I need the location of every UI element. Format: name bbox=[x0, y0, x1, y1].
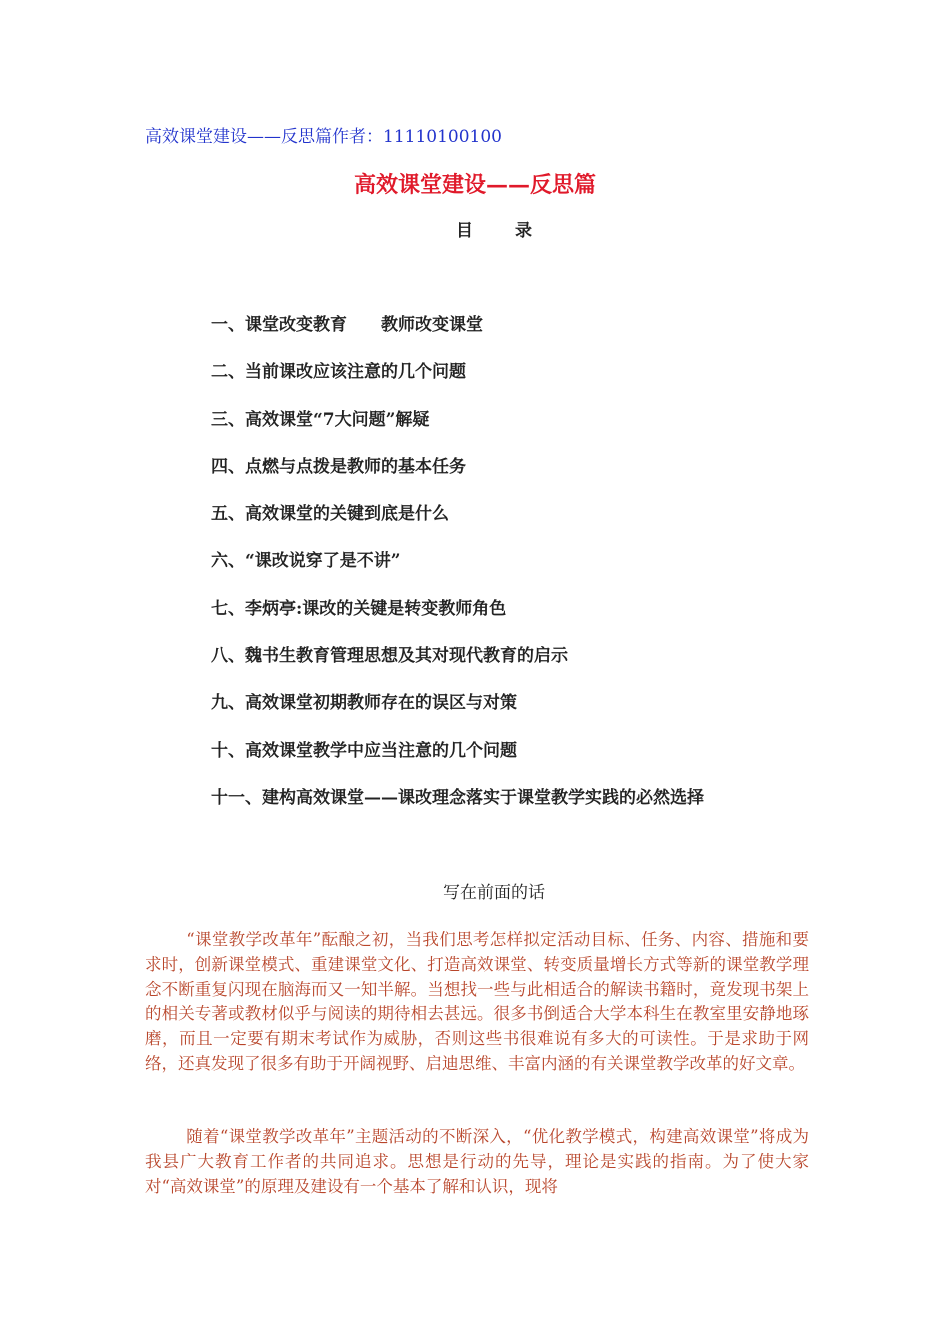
toc-item: 九、高效课堂初期教师存在的误区与对策 bbox=[211, 693, 517, 714]
author-label: 作者：11110100100 bbox=[332, 127, 502, 147]
header-line bbox=[145, 126, 502, 148]
toc-item: 三、高效课堂“7大问题”解疑 bbox=[211, 409, 430, 430]
toc-item: 八、魏书生教育管理思想及其对现代教育的启示 bbox=[211, 646, 568, 667]
toc-heading-left: 目 bbox=[456, 221, 473, 241]
toc-heading-right: 录 bbox=[515, 221, 532, 241]
toc-item: 七、李炳亭:课改的关键是转变教师角色 bbox=[211, 598, 507, 619]
preface-paragraph: “课堂教学改革年”酝酿之初，当我们思考怎样拟定活动目标、任务、内容、措施和要求时，创新课堂模式、重建课堂文化、打造高效课堂、转变质量增长方式等新的课堂教学理念不断重复闪现在脑海而又一知半解。当想找一些与此相适合的解读书籍时，竟发现书架上的相关专著或教材似乎与阅读的期待相去甚远。很多书倒适合大学本科生在教室里安静地琢磨，而且一定要有期末考试作为威胁，否则这些书很难说有多大的可读性。于是求助于网络，还真发现了很多有助于开阔视野、启迪思维、丰富内涵的有关课堂教学改革的好文章。 bbox=[145, 930, 809, 1073]
preface-title: 写在前面的话 bbox=[443, 883, 545, 903]
preface-paragraph: 随着“课堂教学改革年”主题活动的不断深入，“优化教学模式，构建高效课堂”将成为我县广大教育工作者的共同追求。思想是行动的先导，理论是实践的指南。为了使大家对“高效课堂”的原理及建设有一个基本了解和认识，现将 bbox=[145, 1127, 809, 1196]
toc-item: 一、课堂改变教育 教师改变课堂 bbox=[211, 315, 483, 335]
toc-item: 四、点燃与点拨是教师的基本任务 bbox=[211, 456, 466, 477]
toc-item: 十、高效课堂教学中应当注意的几个问题 bbox=[211, 740, 517, 761]
toc-list bbox=[211, 313, 704, 833]
article-title-link[interactable]: 高效课堂建设——反思篇 bbox=[145, 127, 332, 147]
document-title: 高效课堂建设——反思篇 bbox=[353, 172, 596, 198]
toc-item: 五、高效课堂的关键到底是什么 bbox=[211, 504, 449, 525]
toc-item: 六、“课改说穿了是不讲” bbox=[211, 551, 401, 572]
toc-item: 二、当前课改应该注意的几个问题 bbox=[211, 362, 466, 383]
toc-item: 十一、建构高效课堂——课改理念落实于课堂教学实践的必然选择 bbox=[211, 787, 704, 808]
toc-heading bbox=[0, 219, 950, 243]
